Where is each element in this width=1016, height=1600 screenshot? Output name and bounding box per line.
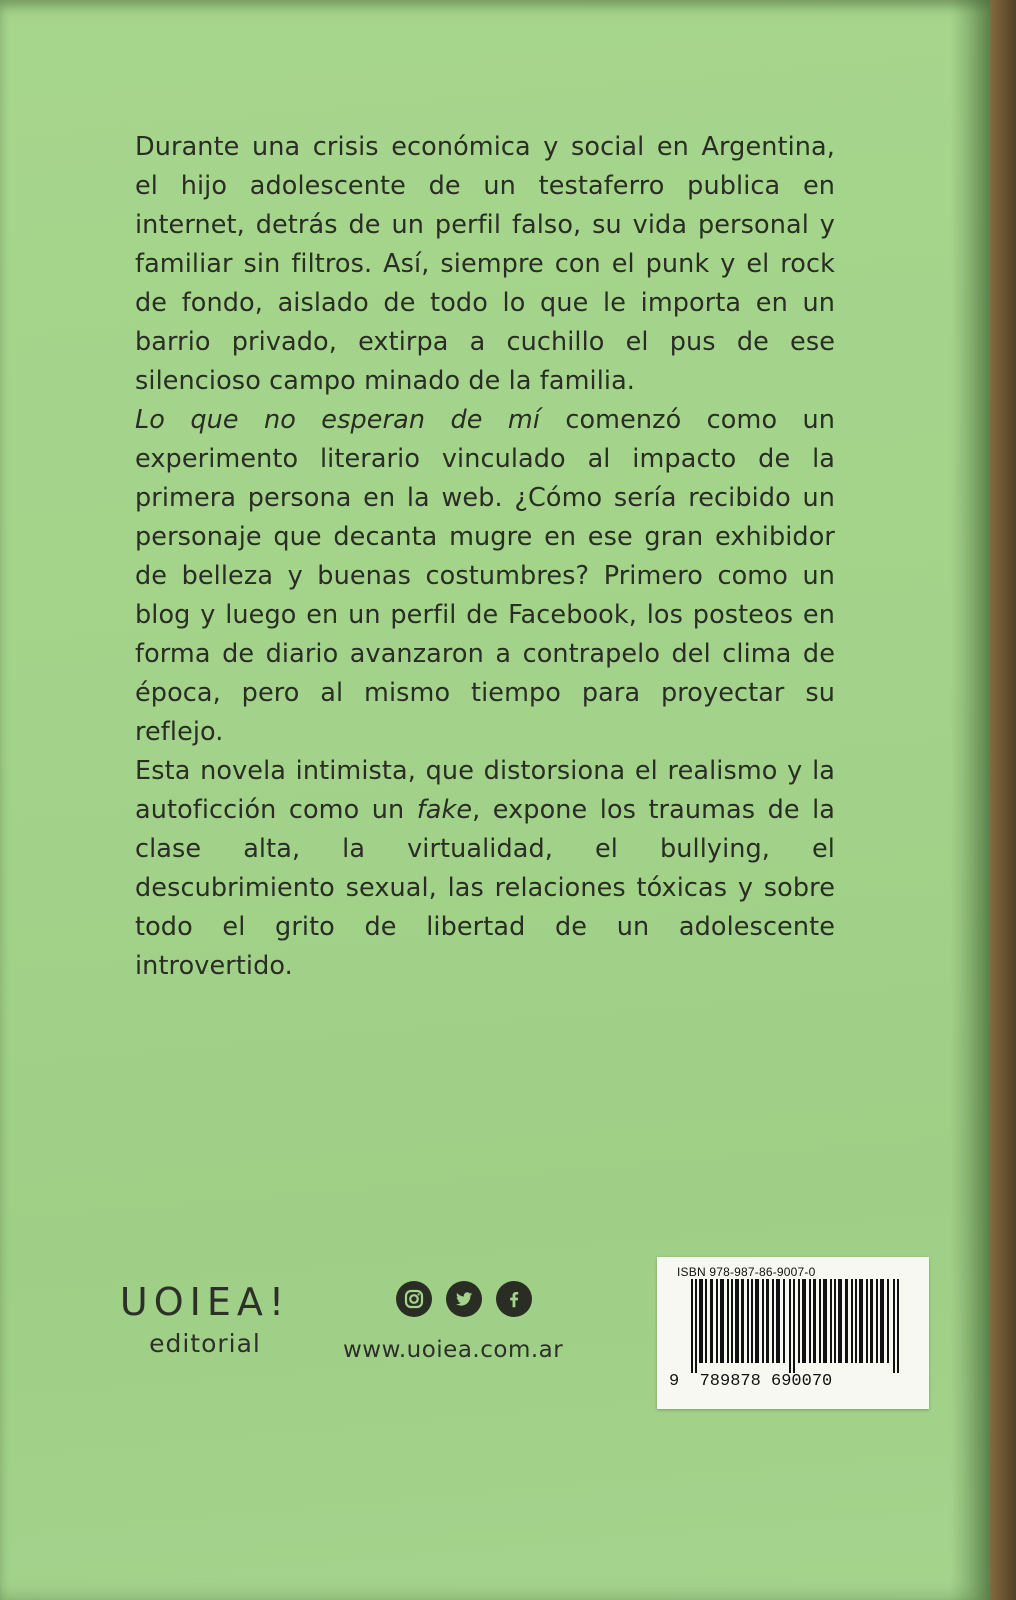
barcode-digits — [669, 1372, 832, 1391]
book-title-italic: Lo que no esperan de mí — [135, 405, 541, 435]
fake-italic: fake — [416, 795, 473, 825]
isbn-barcode-sticker — [657, 1257, 929, 1409]
social-icons — [396, 1281, 532, 1317]
table-surface — [986, 0, 1016, 1600]
cover-edge-shadow — [950, 0, 990, 1600]
publisher-logo-mark: UOIEA! — [119, 1280, 291, 1324]
paragraph-segment: comenzó como un experimento literario vinculado al impacto de la primera persona en la web. ¿Cómo sería recibido un personaje que decanta mugre en ese gran exhibidor de belleza y buenas costumbres? Primero como un blog y luego en un perfil de Facebook, los posteos en forma de diario avanzaron a contrapelo del clima de época, pero al mismo tiempo para proyectar su reflejo. — [135, 405, 836, 747]
barcode-digits-left: 789878 — [699, 1372, 761, 1391]
instagram-icon — [396, 1281, 432, 1317]
barcode-digits-right: 690070 — [771, 1372, 833, 1391]
synopsis-paragraph-2 — [135, 401, 835, 752]
paragraph-segment: , expone los traumas de la clase alta, la virtualidad, el bullying, el descubrimiento sexual, las relaciones tóxicas y sobre todo el grito de libertad de un adolescente introvertido. — [135, 795, 835, 981]
synopsis-paragraph-3 — [135, 752, 835, 986]
isbn-label: ISBN 978-987-86-9007-0 — [677, 1265, 816, 1279]
publisher-logo-subtitle: editorial — [149, 1329, 261, 1358]
barcode-digit-first: 9 — [669, 1372, 680, 1391]
barcode-bars — [667, 1279, 919, 1373]
publisher-website: www.uoiea.com.ar — [343, 1337, 564, 1363]
twitter-icon — [446, 1281, 482, 1317]
facebook-icon — [496, 1281, 532, 1317]
synopsis-text — [135, 128, 835, 986]
paragraph-segment: Esta novela intimista, que distorsiona el realismo y la autoficción como un — [135, 756, 835, 825]
publisher-logo — [100, 1280, 310, 1360]
synopsis-paragraph-1 — [135, 128, 835, 401]
paragraph-segment: Durante una crisis económica y social en Argentina, el hijo adolescente de un testaferro publica en internet, detrás de un perfil falso, su vida personal y familiar sin filtros. Así, siempre con el punk y el rock de fondo, aislado de todo lo que le importa en un barrio privado, extirpa a cuchillo el pus de ese silencioso campo minado de la familia. — [135, 132, 835, 396]
